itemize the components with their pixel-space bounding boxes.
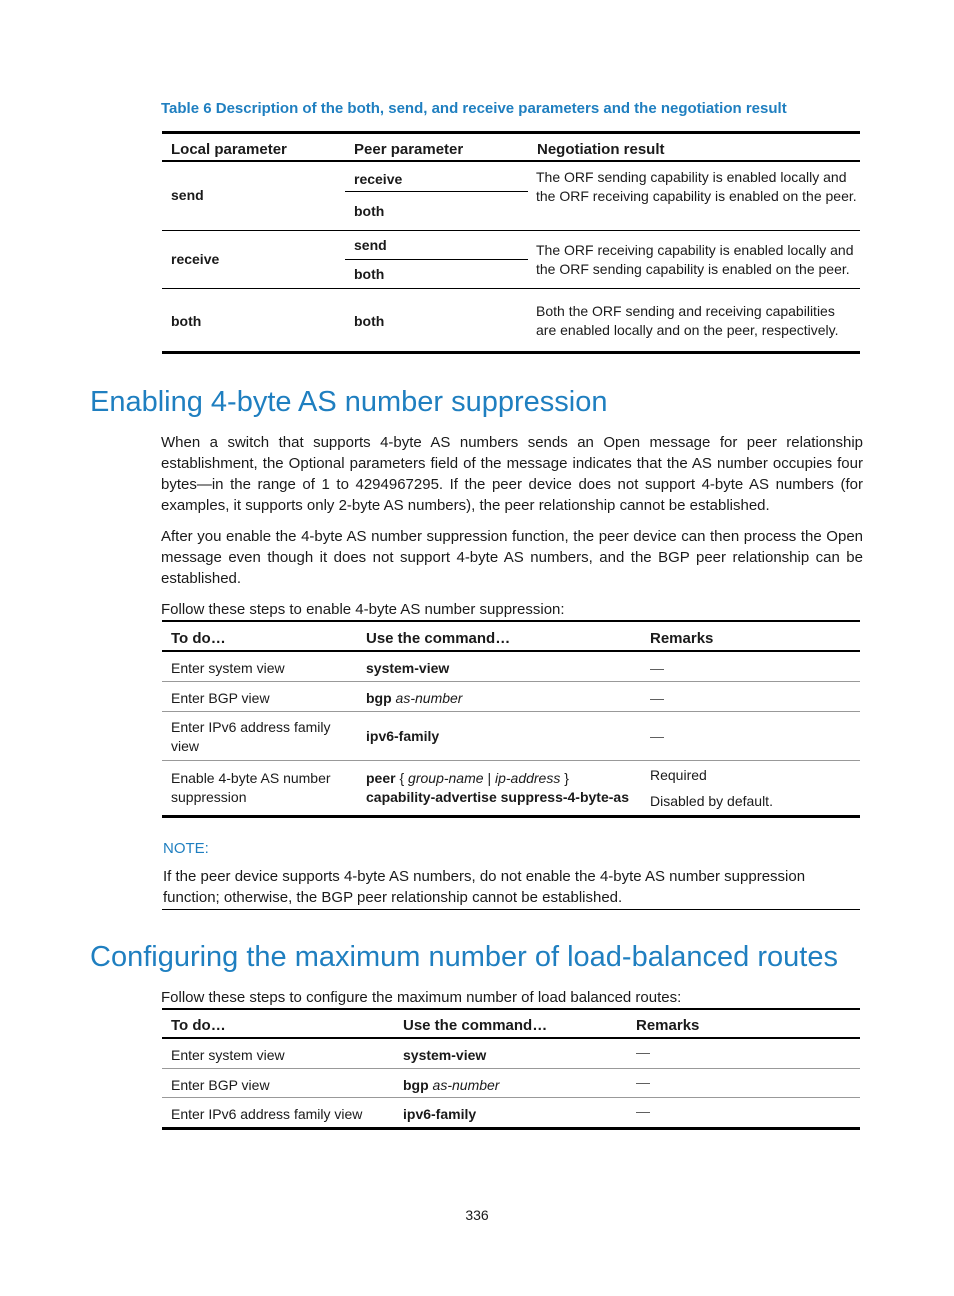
table-header-local: Local parameter [171,141,287,158]
command-brace: } [564,770,569,786]
table-bottom-rule [162,351,860,354]
divider [162,760,860,761]
paragraph: When a switch that supports 4-byte AS numbers sends an Open message for peer relationship establishment, the Optional parameters field of the message indicates that the AS number occupies four bytes—in the range of 1 to 4294967295. If the peer device does not support 4-byte AS numbers (for examples, it supports only 2-byte AS numbers), the peer relationship cannot be established. [161,434,863,514]
table-header-result: Negotiation result [537,141,665,158]
table-cell-todo: Enter BGP view [171,690,270,706]
note-label: NOTE: [163,840,209,857]
table-cell-remarks: — [650,728,664,744]
divider [162,681,860,682]
table-cell-command: ipv6-family [366,728,440,744]
table-cell-command [366,769,569,788]
command-argument: as-number [395,690,463,706]
table-cell-todo: Enter IPv6 address family view [171,1106,363,1122]
table-cell-command [403,1076,499,1095]
command-keyword: bgp [366,690,392,706]
divider [345,191,528,192]
table-cell-remarks: — [636,1044,650,1060]
divider [162,711,860,712]
command-argument: group-name [408,770,484,786]
table-cell-remarks: Disabled by default. [650,793,773,809]
command-brace: { [399,770,405,786]
table-bottom-rule [162,1127,860,1130]
table-row-local: both [171,313,202,329]
table-row-peer: both [354,266,385,282]
table-header-todo: To do… [171,630,226,647]
table-top-rule [162,1008,860,1010]
table-cell-remarks: — [650,660,664,676]
table-row-peer: both [354,313,385,329]
table-cell-command: ipv6-family [403,1106,477,1122]
table-cell-command-line2: capability-advertise suppress-4-byte-as [366,789,629,805]
table-cell-command: system-view [403,1047,487,1063]
table-intro: Follow these steps to configure the maximum number of load balanced routes: [161,989,682,1006]
divider [345,259,528,260]
table-header-remarks: Remarks [636,1017,700,1034]
section-title: Enabling 4-byte AS number suppression [90,386,608,418]
table-header-command: Use the command… [403,1017,548,1034]
table-header-command: Use the command… [366,630,511,647]
table-row-local: send [171,187,204,203]
page-number: 336 [465,1207,489,1223]
table-row-result: The ORF receiving capability is enabled locally and the ORF sending capability is enabled on the peer. [536,242,854,277]
table-row-local: receive [171,251,220,267]
table-cell-remarks: — [636,1074,650,1090]
table-cell-command: system-view [366,660,450,676]
note-text: If the peer device supports 4-byte AS numbers, do not enable the 4-byte AS number suppression function; otherwise, the BGP peer relationship cannot be established. [163,868,806,906]
table-cell-remarks: Required [650,767,707,783]
paragraph: After you enable the 4-byte AS number suppression function, the peer device can then process the Open message even though it does not support 4-byte AS numbers, and the BGP peer relationship can be established. [161,528,863,587]
table-header-rule [162,160,860,162]
divider [162,1097,860,1098]
table-row-result: Both the ORF sending and receiving capabilities are enabled locally and on the peer, respectively. [536,303,839,338]
command-separator: | [487,770,492,786]
table-header-rule [162,1037,860,1039]
table-cell-todo: Enable 4-byte AS number suppression [171,770,331,805]
table-top-rule [162,620,860,622]
table-cell-todo: Enter BGP view [171,1077,270,1093]
table-header-peer: Peer parameter [354,141,464,158]
table-row-result: The ORF sending capability is enabled locally and the ORF receiving capability is enabled on the peer. [536,169,857,204]
table-row-peer: both [354,203,385,219]
table-header-todo: To do… [171,1017,226,1034]
command-argument: as-number [432,1077,500,1093]
table-row-peer: send [354,237,387,253]
note-bottom-rule [162,909,860,910]
table-caption: Table 6 Description of the both, send, and receive parameters and the negotiation result [161,100,787,117]
table-cell-command [366,689,462,708]
table-cell-remarks: — [636,1103,650,1119]
table-cell-todo: Enter IPv6 address family view [171,719,331,754]
table-bottom-rule [162,815,860,818]
divider [162,288,860,289]
table-cell-todo: Enter system view [171,1047,285,1063]
table-cell-todo: Enter system view [171,660,285,676]
table-header-remarks: Remarks [650,630,714,647]
table-row-peer: receive [354,171,403,187]
table-intro: Follow these steps to enable 4-byte AS number suppression: [161,601,565,618]
section-title: Configuring the maximum number of load-balanced routes [90,941,838,973]
command-keyword: peer [366,770,396,786]
divider [162,1068,860,1069]
table-header-rule [162,650,860,652]
command-keyword: bgp [403,1077,429,1093]
command-argument: ip-address [494,770,561,786]
divider [162,230,860,231]
table-cell-remarks: — [650,690,664,706]
table-top-rule [162,131,860,134]
